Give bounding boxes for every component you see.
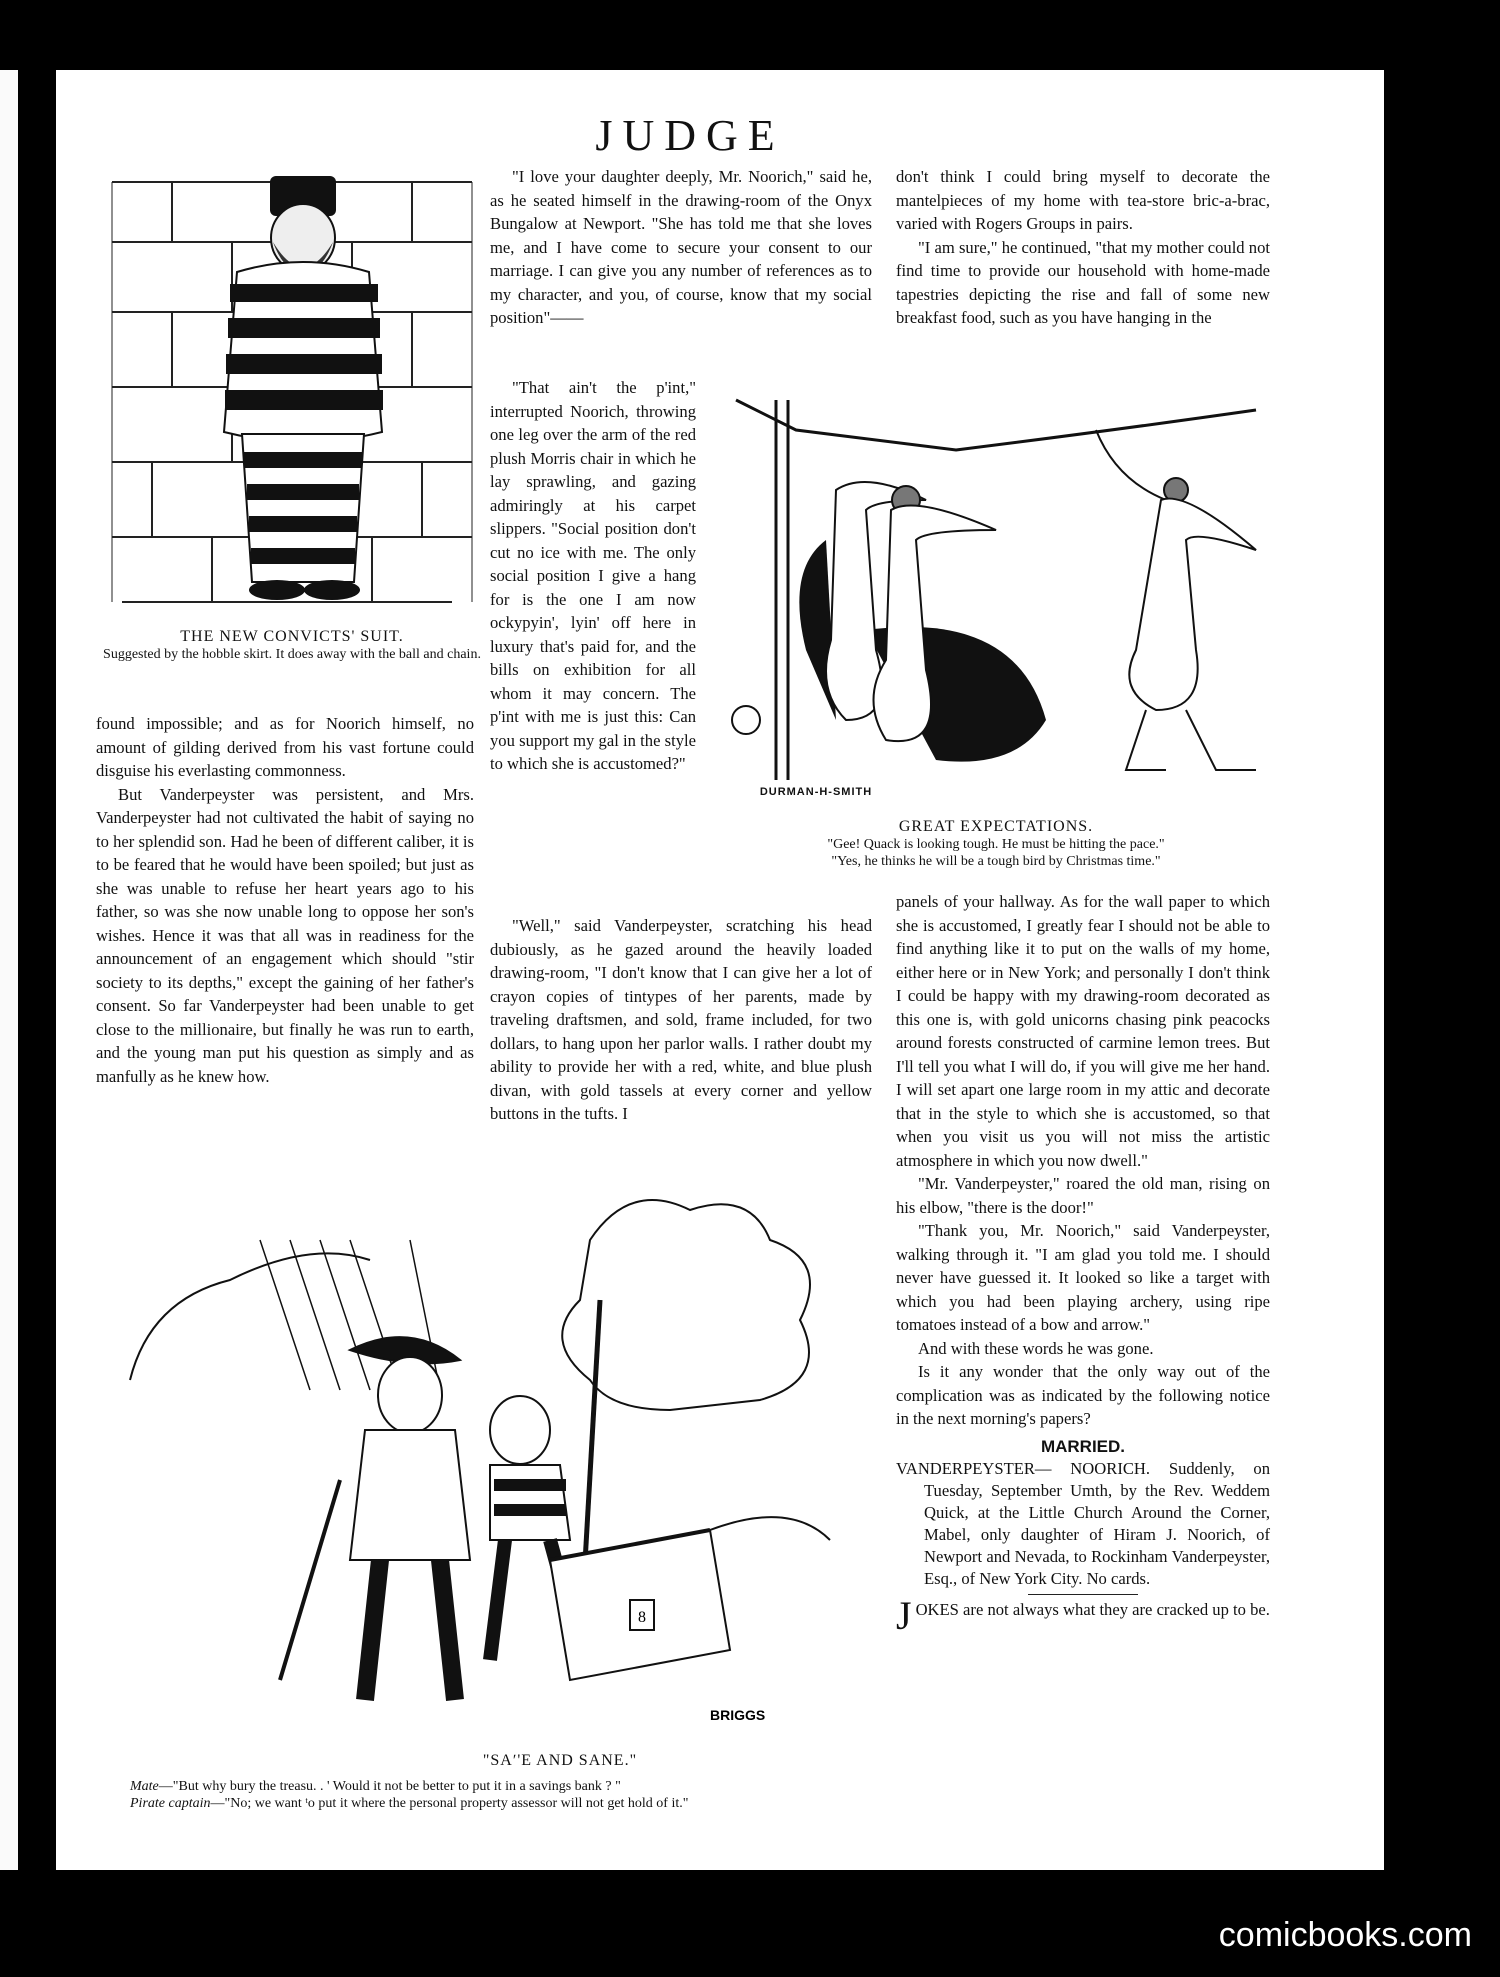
convict-caption [92, 628, 492, 663]
mate-line: —"But why bury the treasu. . ' Would it not be better to put it in a savings bank ? " [158, 1779, 621, 1794]
treasure-chest [550, 1517, 830, 1680]
divider [1028, 1594, 1138, 1595]
ducks-caption-line-1: "Gee! Quack is looking tough. He must be hitting the pace." [827, 837, 1165, 852]
col2-paragraph-1: "I love your daughter deeply, Mr. Noorich," said he, as he seated himself in the drawing-room of the Onyx Bungalow at Newport. "She has told me that she loves me, and I have come to secure your consent to our marriage. I can give you any number of references as to my character, and you, of course, know that my social position"—— [490, 167, 872, 327]
masthead: JUDGE [595, 111, 785, 160]
convict-illustration [92, 172, 492, 632]
convict-caption-title: THE NEW CONVICTS' SUIT. [180, 628, 404, 645]
jokes-drop-cap: J [896, 1593, 912, 1638]
pirates-illustration [110, 1180, 870, 1740]
column-2-text-narrow [490, 376, 696, 776]
ducks-caption-title: GREAT EXPECTATIONS. [898, 818, 1094, 835]
column-3-text-top [896, 165, 1270, 330]
column-1-text [96, 712, 474, 1088]
facing-page-edge [0, 70, 18, 1870]
col1-paragraph-2: But Vanderpeyster was persistent, and Mrs. Vanderpeyster had not cultivated the habit of saying no to her splendid son. Had he been of different caliber, it is to be feared that he would have been spoiled; but just as she was unable to refuse her heart years ago to his father, so was she now unable long to oppose her son's wishes. Hence it was that all was in readiness for the announcement of an engagement which should "stir society to its depths," except the gaining of her father's consent. So far Vanderpeyster had been unable to get close to the millionaire, but finally he was run to earth, and the young man put his question as simply and as manfully as he knew how. [96, 784, 474, 1086]
convict-caption-subtitle: Suggested by the hobble skirt. It does away with the ball and chain. [103, 647, 481, 662]
col3-paragraph-3: panels of your hallway. As for the wall paper to which she is accustomed, I greatly fear I should not be able to find anything like it to put on the walls of my home, either here or in New York; and personally I don't think I could be happy with my drawing-room decorated as this one is, with gold unicorns chasing pink peacocks around forests constructed of carmine lemon trees. But I'll tell you what I will do, if you will give me her hand. I will set apart one large room in my attic and decorate that in the style to which she is accustomed, so that when you visit us you will not miss the artistic atmosphere in which you now dwell." [896, 892, 1270, 1170]
married-heading: MARRIED. [1040, 1436, 1126, 1456]
col3-paragraph-4: "Mr. Vanderpeyster," roared the old man, rising on his elbow, "there is the door!" [896, 1174, 1270, 1217]
speaker-captain: Pirate captain [130, 1796, 211, 1811]
striped-suit [224, 262, 383, 582]
pirates-caption-title: "SAʹ'E AND SANE." [482, 1752, 638, 1769]
col3-paragraph-1: don't think I could bring myself to decorate the mantelpieces of my home with tea-store bric-a-brac, varied with Rogers Groups in pairs. [896, 167, 1270, 233]
col2-paragraph-3: "Well," said Vanderpeyster, scratching his head dubiously, as he gazed around the heavily loaded drawing-room, "I don't know that I can give her a lot of crayon copies of tintypes of her parents, made by traveling draftsmen, and sold, frame included, for two dollars, to hang upon her parlor walls. I rather doubt my ability to provide her with a red, white, and blue plush divan, with gold tassels at every corner and yellow buttons in the tufts. I [490, 916, 872, 1123]
pirates-caption-line-2 [130, 1795, 990, 1812]
pirates-caption [130, 1778, 990, 1812]
col1-paragraph-1: found impossible; and as for Noorich himself, no amount of gilding derived from his vast fortune could disguise his everlasting commonness. [96, 714, 474, 780]
chest-label: 8 [638, 1609, 646, 1626]
pirates-drawing [110, 1180, 870, 1740]
captain-line: —"No; we want ᵗo put it where the personal property assessor will not get hold of it." [210, 1796, 689, 1811]
col3-paragraph-6: And with these words he was gone. [918, 1338, 1154, 1358]
column-2-text-top [490, 165, 872, 330]
col3-paragraph-5: "Thank you, Mr. Noorich," said Vanderpeyster, walking through it. "I am glad you told me. I should never have guessed it. It looked so like a target with which you had been playing archery, using ripe tomatoes instead of a bow and arrow." [896, 1221, 1270, 1334]
column-3-text-bottom [896, 890, 1270, 1638]
pirates-caption-line-1 [130, 1778, 990, 1795]
jokes-filler [896, 1593, 1270, 1638]
ducks-caption [716, 818, 1276, 870]
col3-paragraph-2: "I am sure," he continued, "that my mother could not find time to provide our household with home-made tapestries depicting the rise and fall of some new breakfast food, such as you have hanging in the [896, 237, 1270, 327]
marriage-notice: VANDERPEYSTER— NOORICH. Suddenly, on Tuesday, September Umth, by the Rev. Weddem Quick, at the Little Church Around the Corner, Mabel, only daughter of Hiram J. Noorich, of Newport and Nevada, to Rockinham Vanderpeyster, Esq., of New York City. No cards. [896, 1459, 1270, 1588]
gutter-shadow [18, 70, 56, 1870]
watermark[interactable]: comicbooks.com [1218, 1916, 1472, 1954]
pirates-artist-signature: BRIGGS [710, 1707, 766, 1723]
speaker-mate: Mate [130, 1779, 159, 1794]
pirate-captain [280, 1337, 470, 1700]
ducks-illustration [716, 390, 1276, 810]
col2-paragraph-2: "That ain't the p'int," interrupted Noorich, throwing one leg over the arm of the red plush Morris chair in which he lay sprawling, and gazing admiringly at his carpet slippers. "Social position don't cut no ice with me. The only social position I give a hang for is the one I am now ockypyin', lyin' off here in luxury that's paid for, and the bills on exhibition for all whom it may concern. The p'int with me is just this: Can you support my gal in the style to which she is accustomed?" [490, 378, 696, 773]
ducks-artist-signature: DURMAN-H-SMITH [759, 786, 873, 798]
ducks-caption-line-2: "Yes, he thinks he will be a tough bird by Christmas time." [831, 854, 1161, 869]
column-2-text-bottom [490, 914, 872, 1126]
duck-right [1126, 478, 1256, 770]
ducks-drawing [716, 390, 1276, 810]
jokes-text: OKES are not always what they are cracked up to be. [915, 1600, 1270, 1619]
convict-drawing [92, 172, 492, 632]
col3-paragraph-7: Is it any wonder that the only way out of the complication was as indicated by the following notice in the next morning's papers? [896, 1362, 1270, 1428]
